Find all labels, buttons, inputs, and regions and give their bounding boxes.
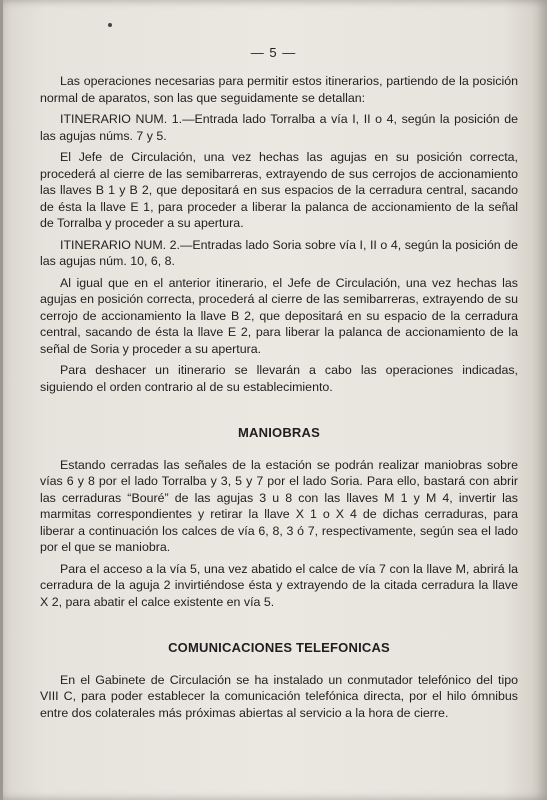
page-spine-shadow — [0, 0, 3, 800]
paragraph-al-igual: Al igual que en el anterior itinerario, el Jefe de Circulación, una vez hechas las agujas en posición correcta, procederá al cierre de las semibarreras, extrayendo de su cerrojo de accionamiento la llave B 2, que depositará en su espacio de la cerradura central, sacando de ésta la llave E 2, para liberar la palanca de accionamiento de la señal de Soria y proceder a su apertura. — [40, 275, 518, 356]
paragraph-intro: Las operaciones necesarias para permitir estos itinerarios, partiendo de la posición normal de aparatos, son las que seguidamente se detallan: — [40, 74, 518, 105]
paragraph-comunicaciones: En el Gabinete de Circulación se ha instalado un conmutador telefónico del tipo VIII C, para poder establecer la comunicación telefónica directa, por el hilo ómnibus entre dos colaterales más próximas abiertas al servicio a la hora de cierre. — [40, 672, 518, 720]
paragraph-itinerario-2: ITINERARIO NUM. 2.—Entradas lado Soria sobre vía I, II o 4, según la posición de las agujas núm. 10, 6, 8. — [40, 237, 518, 268]
paragraph-deshacer: Para deshacer un itinerario se llevarán a cabo las operaciones indicadas, siguiendo el orden contrario al de su establecimiento. — [40, 363, 518, 394]
paragraph-itinerario-1: ITINERARIO NUM. 1.—Entrada lado Torralba a vía I, II o 4, según la posición de las agujas núms. 7 y 5. — [40, 112, 518, 143]
ink-speck — [108, 23, 112, 27]
paragraph-jefe-circulacion: El Jefe de Circulación, una vez hechas las agujas en su posición correcta, procederá al cierre de las semibarreras, extrayendo de sus cerrojos de accionamiento las llaves B 1 y B 2, que depositará en sus espacios de la cerradura central, sacando de ésta la llave E 1, para proceder a liberar la palanca de accionamiento de la señal de Torralba y proceder a su apertura. — [40, 150, 518, 230]
heading-maniobras: MANIOBRAS — [238, 425, 320, 440]
page-content — [40, 73, 518, 726]
paragraph-maniobras-2: Para el acceso a la vía 5, una vez abatido el calce de vía 7 con la llave M, abrirá la cerradura de la aguja 2 invirtiéndose ésta y extrayendo de la citada cerradura la llave X 2, para abatir el calce existente en vía 5. — [40, 561, 518, 609]
paragraph-maniobras-1: Estando cerradas las señales de la estación se podrán realizar maniobras sobre vías 6 y 8 por el lado Torralba y 3, 5 y 7 por el lado Soria. Para ello, bastará con abrir las cerraduras “Bouré” de las agujas 3 u 8 con las llaves M 1 y M 4, invertir las marmitas correspondientes y retirar la llave X 1 o X 4 de dichas cerraduras, para liberar a continuación los calces de vía 6, 8, 3 ó 7, respectivamente, según sea el lado por el que se maniobra. — [40, 457, 518, 554]
heading-comunicaciones: COMUNICACIONES TELEFONICAS — [168, 640, 390, 655]
page-number: — 5 — — [250, 45, 297, 60]
